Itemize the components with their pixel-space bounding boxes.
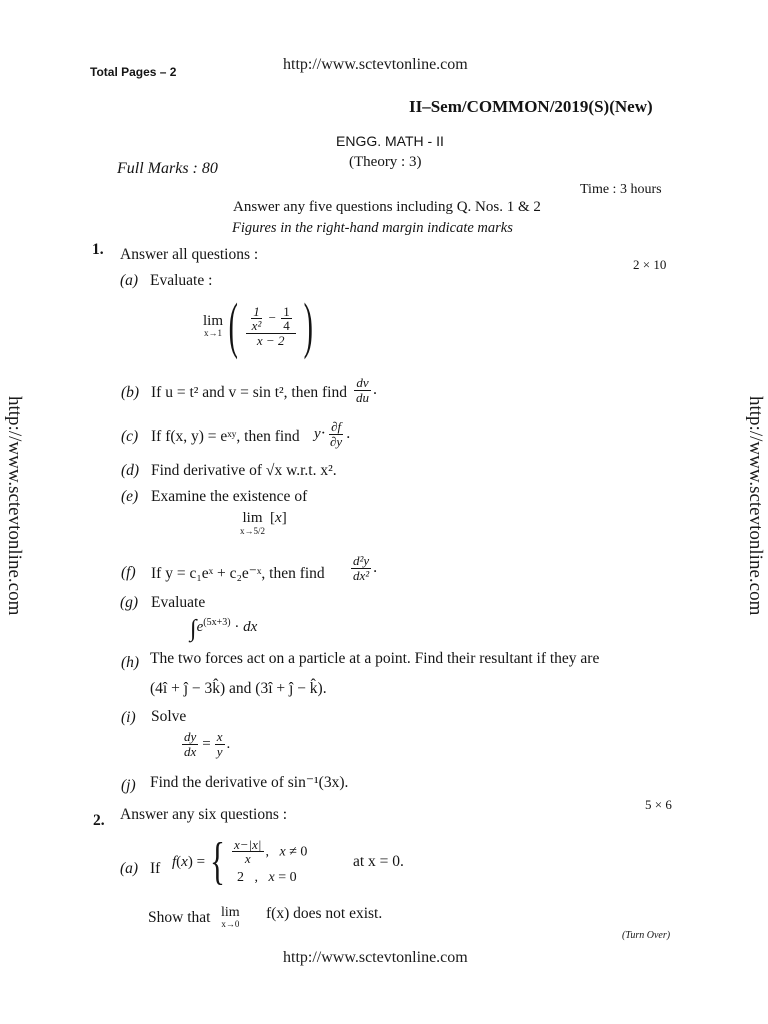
bottom-url[interactable]: http://www.sctevtonline.com [283,949,468,966]
q1d-text: Find derivative of √x w.r.t. x². [151,462,337,479]
q1g-label: (g) [120,594,139,611]
q1-title: Answer all questions : [120,246,259,263]
theory-label: (Theory : 3) [349,154,422,170]
q2-title: Answer any six questions : [120,806,288,823]
q1-marks: 2 × 10 [633,257,667,272]
subject-title: ENGG. MATH - II [336,133,444,149]
q1g-integral: $\int e^{(5x+3)}$ · dx [190,616,258,642]
q1i-equation: $\frac{dy}{dx}$ = $\frac{x}{y}$ . [184,729,231,759]
q1h-label: (h) [121,654,140,671]
top-url[interactable]: http://www.sctevtonline.com [283,56,468,73]
q1j-text: Find the derivative of sin⁻¹(3x). [150,774,349,791]
q1h-text: The two forces act on a particle at a point. Find their resultant if they are [150,650,600,667]
q2-number: 2. [93,812,105,829]
q1d-label: (d) [121,462,140,479]
q1c-text: If f(x, y) = eˣʸ, then find [151,428,300,445]
q1e-text: Examine the existence of [151,488,308,505]
q1c-fraction: y· $\frac{\partial f}{\partial y}$ . [314,419,351,449]
q2a-show-tail: f(x) does not exist. [266,905,383,922]
q1i-label: (i) [121,709,136,726]
q1f-label: (f) [121,564,136,581]
q2a-if: If [150,860,161,877]
q2-marks: 5 × 6 [645,797,672,812]
q1e-label: (e) [121,488,139,505]
instruction-main: Answer any five questions including Q. Nos. 1 & 2 [233,199,541,215]
q1b-label: (b) [121,384,140,401]
q1f-fraction: $\frac{\text{d²y}}{\text{dx²}}$ . [353,553,378,583]
q1-number: 1. [92,241,104,258]
q2a-at: at x = 0. [353,853,404,870]
q1c-label: (c) [121,428,139,445]
total-pages: Total Pages – 2 [90,65,177,79]
q1e-expression: lim x→5/2 [x] [240,510,287,536]
q2a-show: Show that [148,909,211,926]
q1a-text: Evaluate : [150,272,213,289]
q1f-text: If y = c₁eˣ + c₂e⁻ˣ, then find [151,565,325,582]
q1g-text: Evaluate [151,594,206,611]
q1j-label: (j) [121,777,136,794]
exam-code: II–Sem/COMMON/2019(S)(New) [409,97,653,116]
right-side-watermark: http://www.sctevtonline.com [745,396,766,616]
q2a-piecewise: f ( x ) = { $\frac{x-|x|}{x}$ , x ≠ 0 2 , x = 0 [172,833,308,890]
turn-over: (Turn Over) [622,930,671,941]
q2a-limit: lim x→0 [221,905,240,930]
full-marks: Full Marks : 80 [117,160,218,177]
time-label: Time : 3 hours [580,182,662,197]
q1i-text: Solve [151,708,187,725]
q2a-label: (a) [120,860,139,877]
instruction-marks: Figures in the right-hand margin indicate marks [232,220,513,236]
q1a-expression: lim x→1 ( $\frac{1}{\text{x²}}$ − $\frac{1}{4}$ x − 2 ) [203,292,313,360]
q1h-vectors: (4î + ĵ − 3k̂) and (3î + ĵ − k̂). [150,680,327,697]
q1b-text: If u = t² and v = sin t², then find [151,384,347,401]
q1a-label: (a) [120,272,139,289]
left-side-watermark: http://www.sctevtonline.com [4,396,25,616]
q1b-fraction: $\frac{dv}{du}$ . [356,375,377,405]
